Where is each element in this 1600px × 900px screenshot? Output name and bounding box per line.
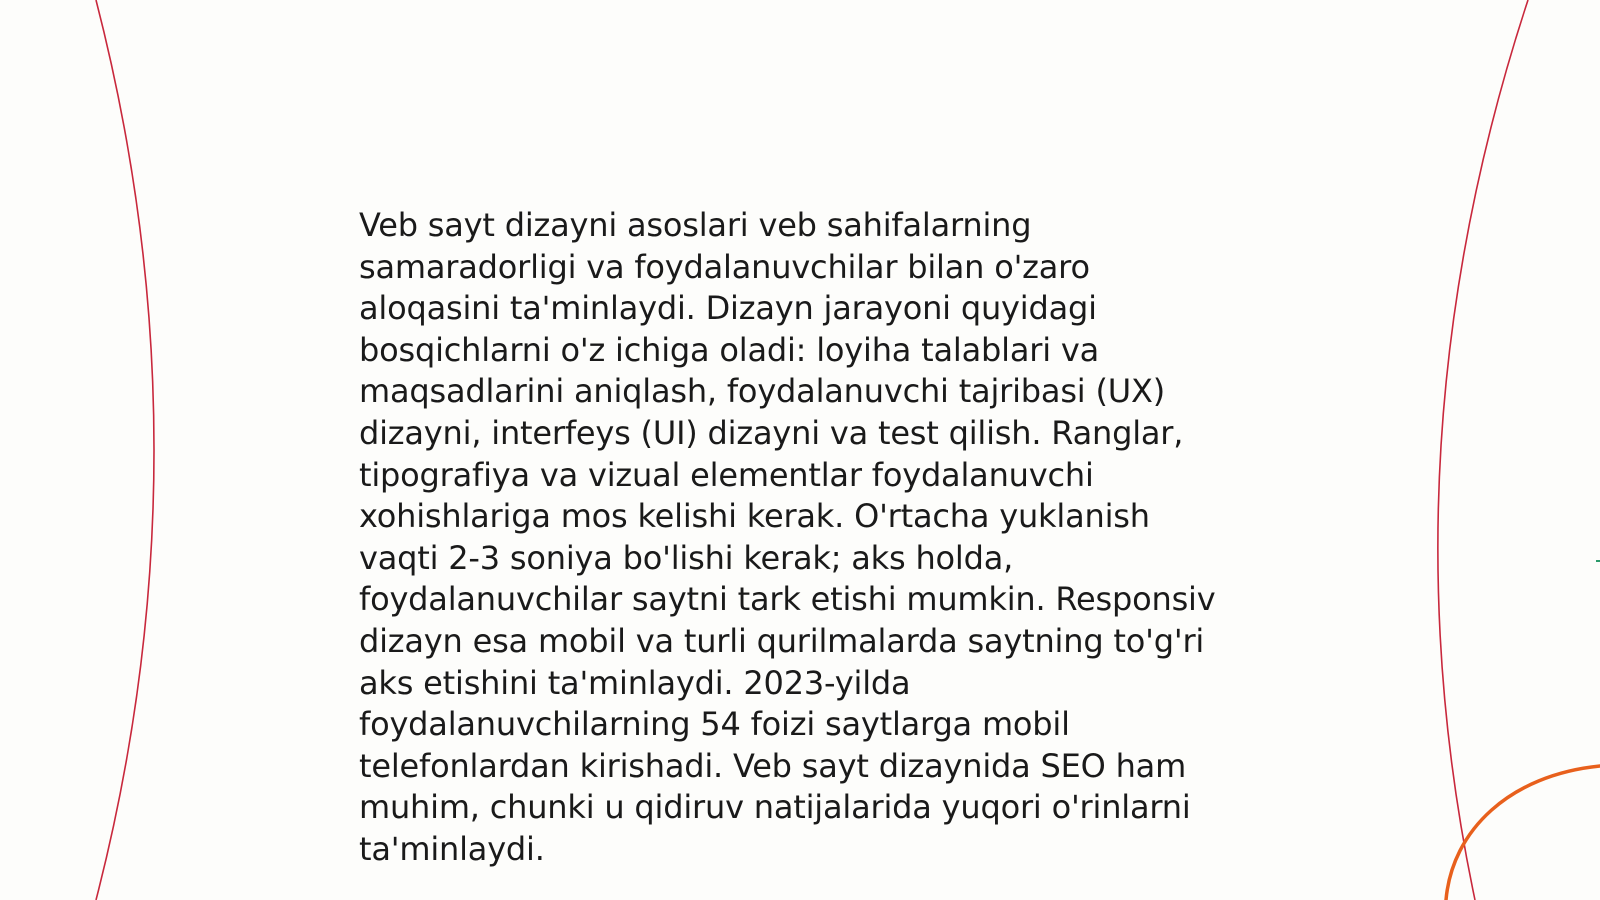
body-paragraph: Veb sayt dizayni asoslari veb sahifalarning samaradorligi va foydalanuvchilar bilan o'zaro aloqasini ta'minlaydi. Dizayn jarayoni quyidagi bosqichlarni o'z ichiga oladi: loyiha talablari va maqsadlarini aniqlash, foydalanuvchi tajribasi (UX) dizayni, interfeys (UI) dizayni va test qilish. Ranglar, tipografiya va vizual elementlar foydalanuvchi xohishlariga mos kelishi kerak. O'rtacha yuklanish vaqti 2-3 soniya bo'lishi kerak; aks holda, foydalanuvchilar saytni tark etishi mumkin. Responsiv dizayn esa mobil va turli qurilmalarda saytning to'g'ri aks etishini ta'minlaydi. 2023-yilda foydalanuvchilarning 54 foizi saytlarga mobil telefonlardan kirishadi. Veb sayt dizaynida SEO ham muhim, chunki u qidiruv natijalarida yuqori o'rinlarni ta'minlaydi.	[359, 206, 1216, 868]
accent-arc	[1446, 766, 1600, 900]
left-curve-line	[96, 0, 154, 900]
right-curve-line	[1438, 0, 1528, 900]
